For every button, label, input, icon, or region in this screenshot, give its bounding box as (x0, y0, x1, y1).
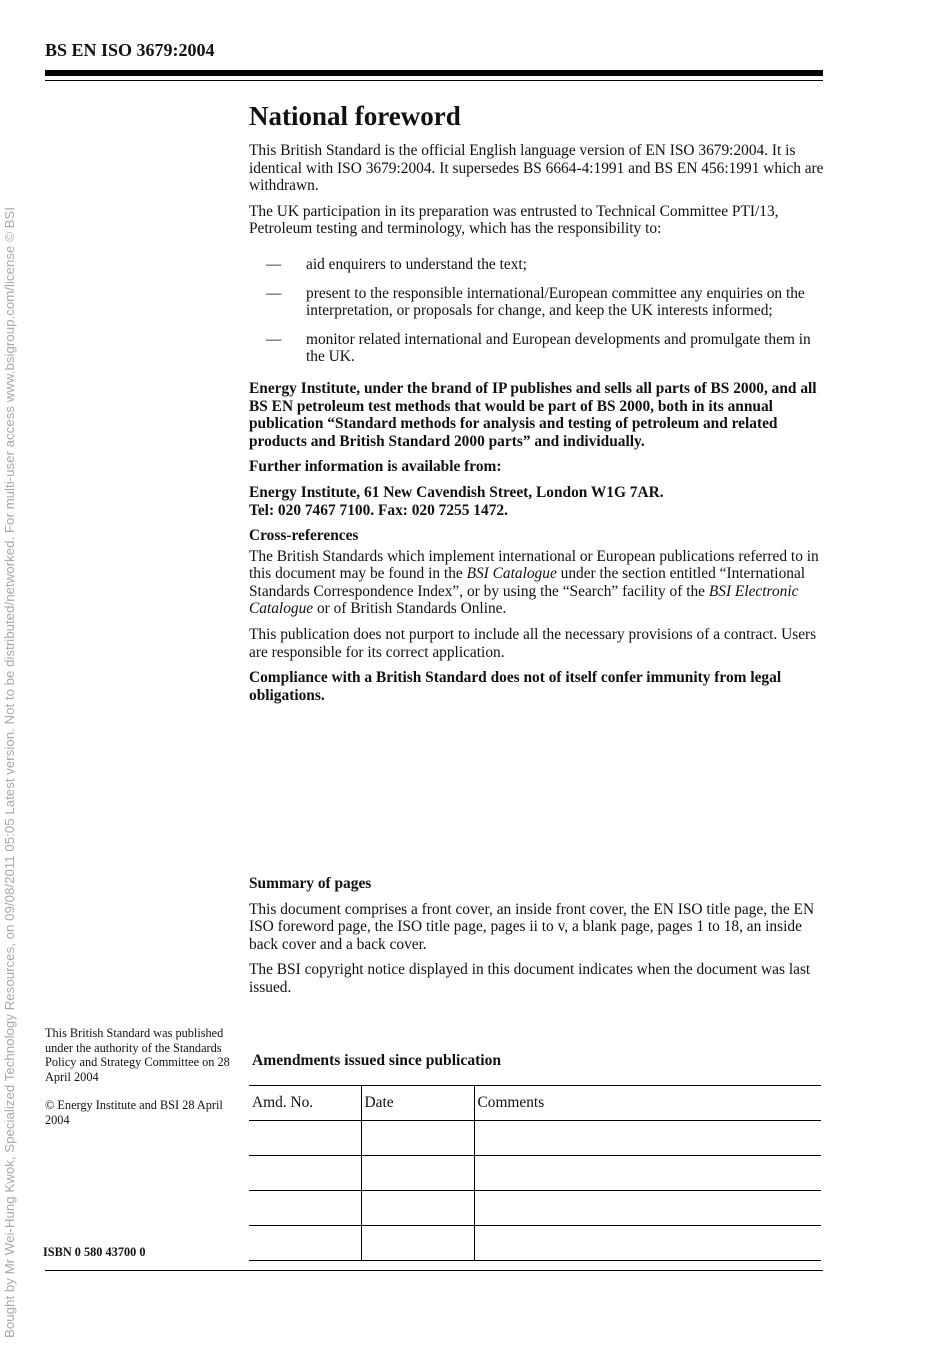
copyright-notice-paragraph: The BSI copyright notice displayed in this document indicates when the document was last issued. (249, 961, 811, 996)
phone-fax-line: Tel: 020 7467 7100. Fax: 020 7255 1472. (249, 501, 508, 519)
contact-block (249, 484, 827, 519)
cross-ref-text: The British Standards which implement international or European publications referred to in this document may be found in the (249, 547, 819, 583)
list-item-text: monitor related international and European developments and promulgate them in the UK. (306, 330, 811, 366)
cross-ref-text: under the section entitled “International Standards Correspondence Index”, or by using the “Search” facility of the (249, 565, 806, 600)
page-title: National foreword (249, 101, 461, 131)
table-cell (249, 1226, 361, 1261)
publication-sidebar (45, 1026, 230, 1141)
table-cell (361, 1121, 474, 1156)
cross-references-heading: Cross-references (249, 527, 359, 545)
watermark-text: Bought by Mr Wei-Hung Kwok, Specialized Technology Resources, on 09/08/2011 05:05 Latest version. Not to be distributed/networked. For multi-user access www.bsigroup.com/license © BSI (2, 206, 17, 1338)
dash-marker: — (266, 284, 282, 302)
column-header-date: Date (361, 1086, 474, 1121)
participation-paragraph: The UK participation in its preparation was entrusted to Technical Committee PTI/13, Petroleum testing and terminology, which has the responsibility to: (249, 202, 779, 238)
address-line: Energy Institute, 61 New Cavendish Street, London W1G 7AR. (249, 483, 664, 501)
table-cell (361, 1156, 474, 1191)
summary-of-pages (249, 875, 827, 1005)
document-id: BS EN ISO 3679:2004 (45, 40, 215, 60)
list-item-text: present to the responsible international/European committee any enquiries on the interpretation, or proposals for change, and keep the UK interests informed; (306, 284, 805, 320)
column-header-amd-no: Amd. No. (249, 1086, 361, 1121)
table-row (249, 1191, 821, 1226)
table-cell (361, 1191, 474, 1226)
bsi-electronic-catalogue-title: BSI Electronic Catalogue (249, 582, 799, 618)
table-cell (474, 1156, 821, 1191)
further-info-line: Further information is available from: (249, 458, 502, 476)
header-rule-thick (45, 70, 823, 76)
bsi-catalogue-title: BSI Catalogue (466, 565, 557, 583)
cross-references-paragraph (249, 548, 827, 618)
list-item (249, 285, 827, 320)
list-item (249, 331, 827, 366)
list-item-text: aid enquirers to understand the text; (306, 255, 527, 273)
responsibility-list (249, 256, 827, 366)
header-rule-thin (45, 80, 823, 81)
intro-paragraph: This British Standard is the official English language version of EN ISO 3679:2004. It is identical with ISO 3679:2004. It supersedes BS 6664-4:1991 and BS EN 456:1991 which are withdrawn. (249, 142, 824, 195)
table-cell (249, 1156, 361, 1191)
dash-marker: — (266, 255, 282, 273)
amendments-title: Amendments issued since publication (252, 1052, 502, 1069)
amendments-table (249, 1085, 821, 1261)
table-cell (474, 1121, 821, 1156)
table-cell (249, 1121, 361, 1156)
table-row (249, 1121, 821, 1156)
provisions-paragraph: This publication does not purport to include all the necessary provisions of a contract. Users are responsible for its correct application. (249, 626, 817, 661)
column-header-comments: Comments (474, 1086, 821, 1121)
table-cell (361, 1226, 474, 1261)
copyright-note: © Energy Institute and BSI 28 April 2004 (45, 1098, 223, 1127)
isbn-number: ISBN 0 580 43700 0 (43, 1245, 146, 1259)
dash-marker: — (266, 330, 282, 348)
list-item (249, 256, 827, 274)
table-cell (474, 1226, 821, 1261)
table-cell (474, 1191, 821, 1226)
summary-paragraph: This document comprises a front cover, an inside front cover, the EN ISO title page, the EN ISO foreword page, the ISO title page, pages ii to v, a blank page, pages 1 to 18, an inside back cover and a back cover. (249, 900, 815, 953)
table-header-row (249, 1086, 821, 1121)
compliance-paragraph: Compliance with a British Standard does not of itself confer immunity from legal obligations. (249, 669, 782, 704)
summary-heading: Summary of pages (249, 875, 372, 892)
table-row (249, 1226, 821, 1261)
energy-institute-paragraph: Energy Institute, under the brand of IP publishes and sells all parts of BS 2000, and all BS EN petroleum test methods that would be part of BS 2000, both in its annual publication “Standard methods for analysis and testing of petroleum and related products and British Standard 2000 parts” and individually. (249, 379, 817, 450)
footer-rule (45, 1270, 823, 1271)
publication-authority-note: This British Standard was published under the authority of the Standards Policy and Strategy Committee on 28 April 2004 (45, 1026, 230, 1084)
national-foreword (249, 100, 827, 712)
table-cell (249, 1191, 361, 1226)
cross-ref-text: or of British Standards Online. (313, 600, 507, 618)
table-row (249, 1156, 821, 1191)
license-watermark (0, 0, 45, 1345)
